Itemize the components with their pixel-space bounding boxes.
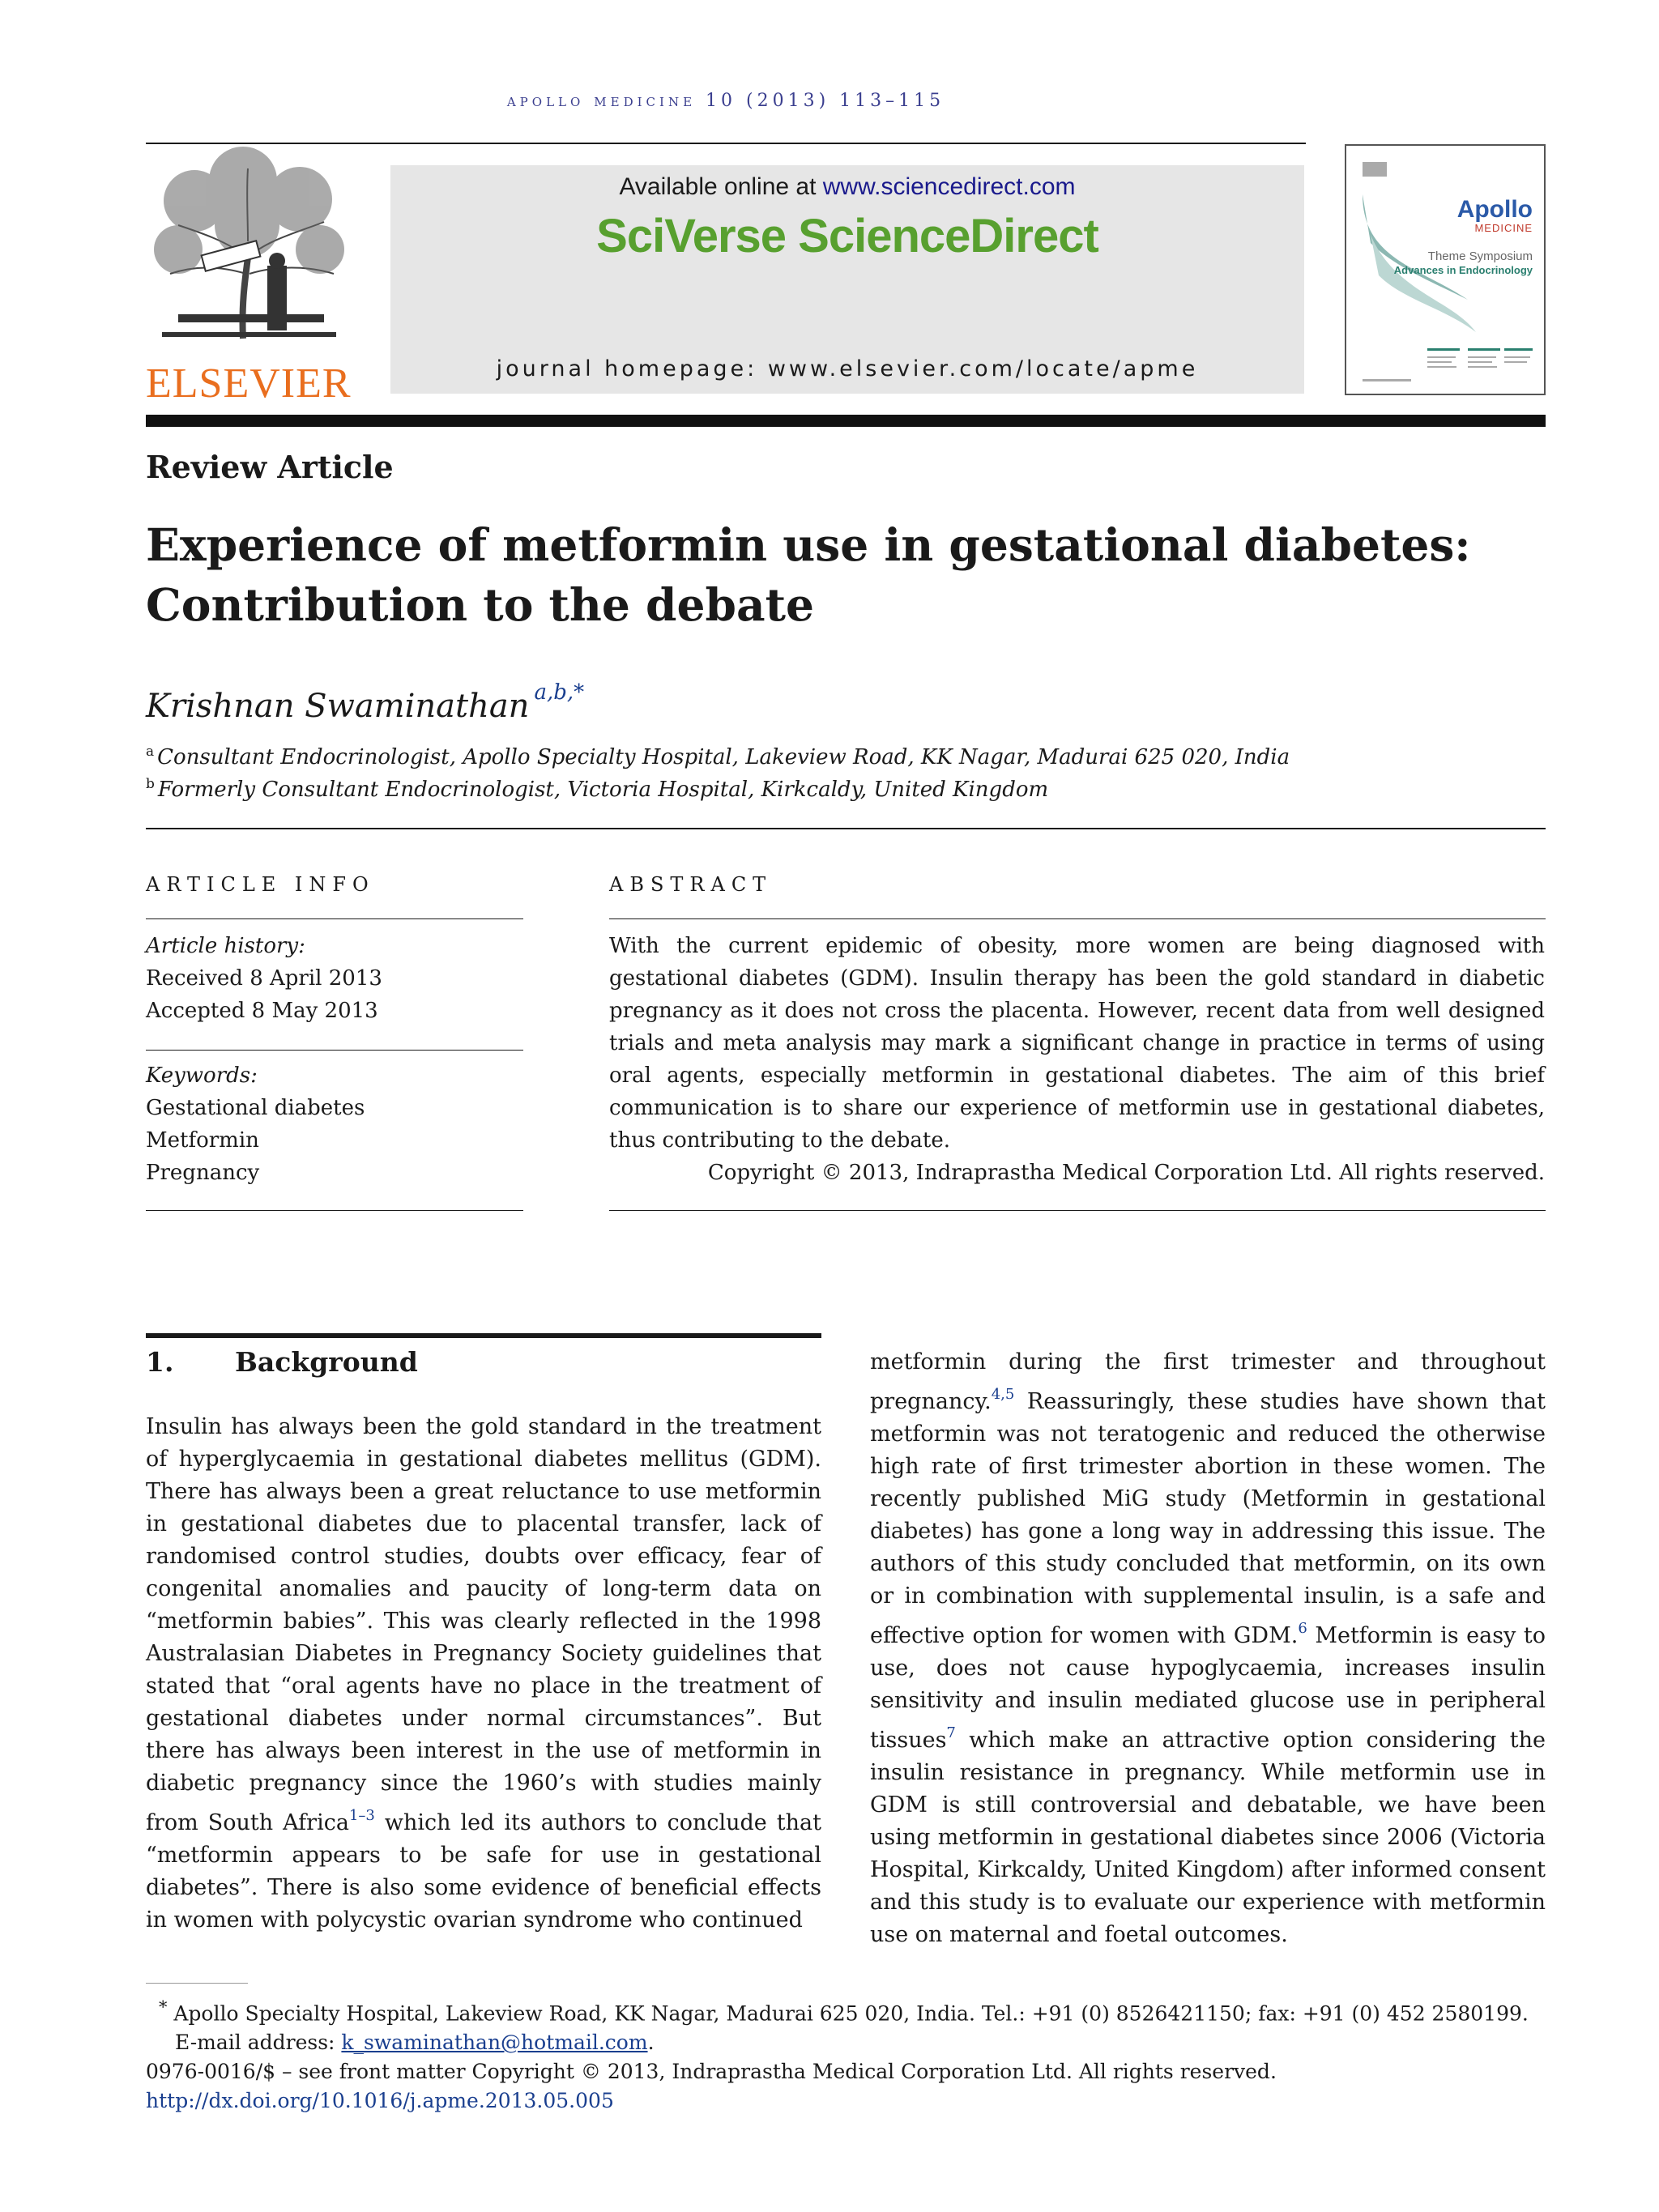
- doi-link[interactable]: http://dx.doi.org/10.1016/j.apme.2013.05.005: [146, 2089, 614, 2113]
- email-label: E-mail address:: [175, 2031, 342, 2055]
- citation-link[interactable]: 7: [946, 1724, 956, 1741]
- article-type: Review Article: [146, 449, 394, 485]
- cover-theme-subtitle: Advances in Endocrinology: [1393, 264, 1533, 276]
- received-date: Received 8 April 2013: [146, 966, 382, 991]
- sciencedirect-banner: [390, 165, 1304, 394]
- article-title-line-1: Experience of metformin use in gestational diabetes:: [146, 518, 1471, 571]
- cover-medicine-title: MEDICINE: [1474, 222, 1533, 234]
- paragraph-text: Metformin is easy to use, does not cause hypoglycaemia, increases insulin sensitivity and insulin mediated glucose use in peripheral tissues: [870, 1623, 1546, 1753]
- cover-apollo-title: Apollo: [1456, 196, 1533, 223]
- abstract-copyright: Copyright © 2013, Indraprastha Medical Corporation Ltd. All rights reserved.: [707, 1161, 1545, 1185]
- paragraph-text: metformin during the first trimester and throughout pregnancy.: [870, 1349, 1546, 1414]
- right-column-text: [870, 1346, 1546, 1951]
- abstract-rule: [609, 918, 1546, 919]
- paragraph-text: Insulin has always been the gold standard in the treatment of hyperglycaemia in gestational diabetes mellitus (GDM). There has always been a great reluctance to use metformin in gestational diabetes due to placental transfer, lack of randomised control studies, doubts over efficacy, fear of congenital anomalies and paucity of long-term data on “metformin babies”. This was clearly reflected in the 1998 Australasian Diabetes in Pregnancy Society guidelines that stated that “oral agents have no place in the treatment of gestational diabetes under normal circumstances”. But there has always been interest in the use of metformin in diabetic pregnancy since the 1960’s with studies mainly from South Africa: [146, 1414, 821, 1835]
- title-separator-bar: [146, 415, 1546, 427]
- keywords-label: Keywords:: [146, 1063, 258, 1088]
- article-title: [146, 515, 1523, 635]
- affiliation-a: [146, 744, 1523, 769]
- affiliation-b: [146, 776, 1523, 802]
- section-top-rule: [146, 1333, 821, 1338]
- citation-link[interactable]: 4,5: [991, 1386, 1015, 1403]
- author-affiliation-marks[interactable]: a,b,*: [534, 680, 585, 705]
- journal-cover-thumbnail: [1345, 144, 1546, 395]
- section-heading: [146, 1346, 418, 1378]
- journal-running-header: apollo medicine 10 (2013) 113–115: [506, 91, 945, 111]
- footnote-star: *: [159, 1997, 168, 2017]
- issn-line: 0976-0016/$ – see front matter Copyright © 2013, Indraprastha Medical Corporation Ltd. All rights reserved.: [146, 2060, 1277, 2084]
- footnote-address-line: [146, 1993, 1555, 2028]
- paragraph-text: which make an attractive option considering the insulin resistance in pregnancy. While metformin use in GDM is still controversial and debatable, we have been using metformin in gestational diabetes since 2006 (Victoria Hospital, Kirkcaldy, United Kingdom) after informed consent and this study is to evaluate our experience with metformin use on maternal and foetal outcomes.: [870, 1728, 1546, 1947]
- affiliation-rule: [146, 828, 1546, 829]
- keyword-item: Gestational diabetes: [146, 1096, 365, 1120]
- keyword-item: Metformin: [146, 1128, 259, 1153]
- abstract-body: [609, 930, 1545, 1189]
- available-online-line: [390, 173, 1304, 201]
- abstract-bottom-rule: [609, 1210, 1546, 1211]
- author-line: [146, 680, 584, 725]
- abstract-heading: ABSTRACT: [609, 873, 773, 896]
- affiliation-mark: a: [146, 744, 155, 760]
- tree-of-knowledge-icon: [146, 144, 350, 347]
- article-history-label: Article history:: [146, 934, 305, 958]
- available-online-text: Available online at: [619, 173, 823, 200]
- citation-link[interactable]: 1–3: [348, 1807, 375, 1824]
- left-column-text: [146, 1411, 821, 1937]
- citation-link[interactable]: 6: [1298, 1620, 1307, 1637]
- journal-homepage-line[interactable]: journal homepage: www.elsevier.com/locate/apme: [496, 356, 1199, 381]
- footnote-address: Apollo Specialty Hospital, Lakeview Road, KK Nagar, Madurai 625 020, India. Tel.: +91 (0) 8526421150; fax: +91 (0) 452 2580199.: [173, 2001, 1529, 2026]
- accepted-date: Accepted 8 May 2013: [146, 999, 378, 1023]
- article-history: [146, 930, 523, 1027]
- paragraph-text: which led its authors to conclude that “metformin appears to be safe for use in gestational diabetes”. There is also some evidence of beneficial effects in women with polycystic ovarian syndrome who continued: [146, 1810, 821, 1933]
- paragraph-text: Reassuringly, these studies have shown that metformin was not teratogenic and reduced the otherwise high rate of first trimester abortion in these women. The recently published MiG study (Metformin in gestational diabetes) has gone a long way in addressing this issue. The authors of this study concluded that metformin, on its own or in combination with supplemental insulin, is a safe and effective option for women with GDM.: [870, 1389, 1546, 1648]
- corresponding-author-footnote: [146, 1993, 1555, 2116]
- cover-theme-text: Theme Symposium: [1427, 249, 1533, 263]
- keywords-rule: [146, 1050, 523, 1051]
- email-link[interactable]: k_swaminathan@hotmail.com: [341, 2031, 648, 2055]
- keyword-item: Pregnancy: [146, 1161, 260, 1185]
- email-end: .: [647, 2031, 655, 2055]
- section-number: 1.: [146, 1346, 174, 1378]
- author-name: Krishnan Swaminathan: [146, 688, 530, 725]
- affiliation-text: Formerly Consultant Endocrinologist, Victoria Hospital, Kirkcaldy, United Kingdom: [157, 778, 1049, 802]
- abstract-text: With the current epidemic of obesity, more women are being diagnosed with gestational diabetes (GDM). Insulin therapy has been the gold standard in diabetic pregnancy as it does not cross the placenta. However, recent data from well designed trials and meta analysis may mark a significant change in practice in terms of using oral agents, especially metformin in gestational diabetes. The aim of this brief communication is to share our experience of metformin use in gestational diabetes, thus contributing to the debate.: [609, 934, 1545, 1153]
- sciverse-sciencedirect-logo: SciVerse ScienceDirect: [596, 210, 1098, 262]
- footnote-rule: [146, 1983, 248, 1984]
- sciencedirect-link[interactable]: www.sciencedirect.com: [822, 173, 1076, 200]
- footnote-email-line: [146, 2028, 1555, 2057]
- elsevier-wordmark: ELSEVIER: [146, 360, 352, 407]
- article-title-line-2: Contribution to the debate: [146, 578, 814, 631]
- section-title: Background: [235, 1346, 418, 1378]
- affiliation-text: Consultant Endocrinologist, Apollo Specialty Hospital, Lakeview Road, KK Nagar, Madurai 625 020, India: [157, 745, 1290, 769]
- article-info-heading: ARTICLE INFO: [146, 873, 375, 896]
- article-info-rule: [146, 918, 523, 919]
- affiliation-mark: b: [146, 776, 155, 792]
- elsevier-logo: [146, 144, 352, 407]
- article-info-bottom-rule: [146, 1210, 523, 1211]
- keywords-block: [146, 1059, 523, 1189]
